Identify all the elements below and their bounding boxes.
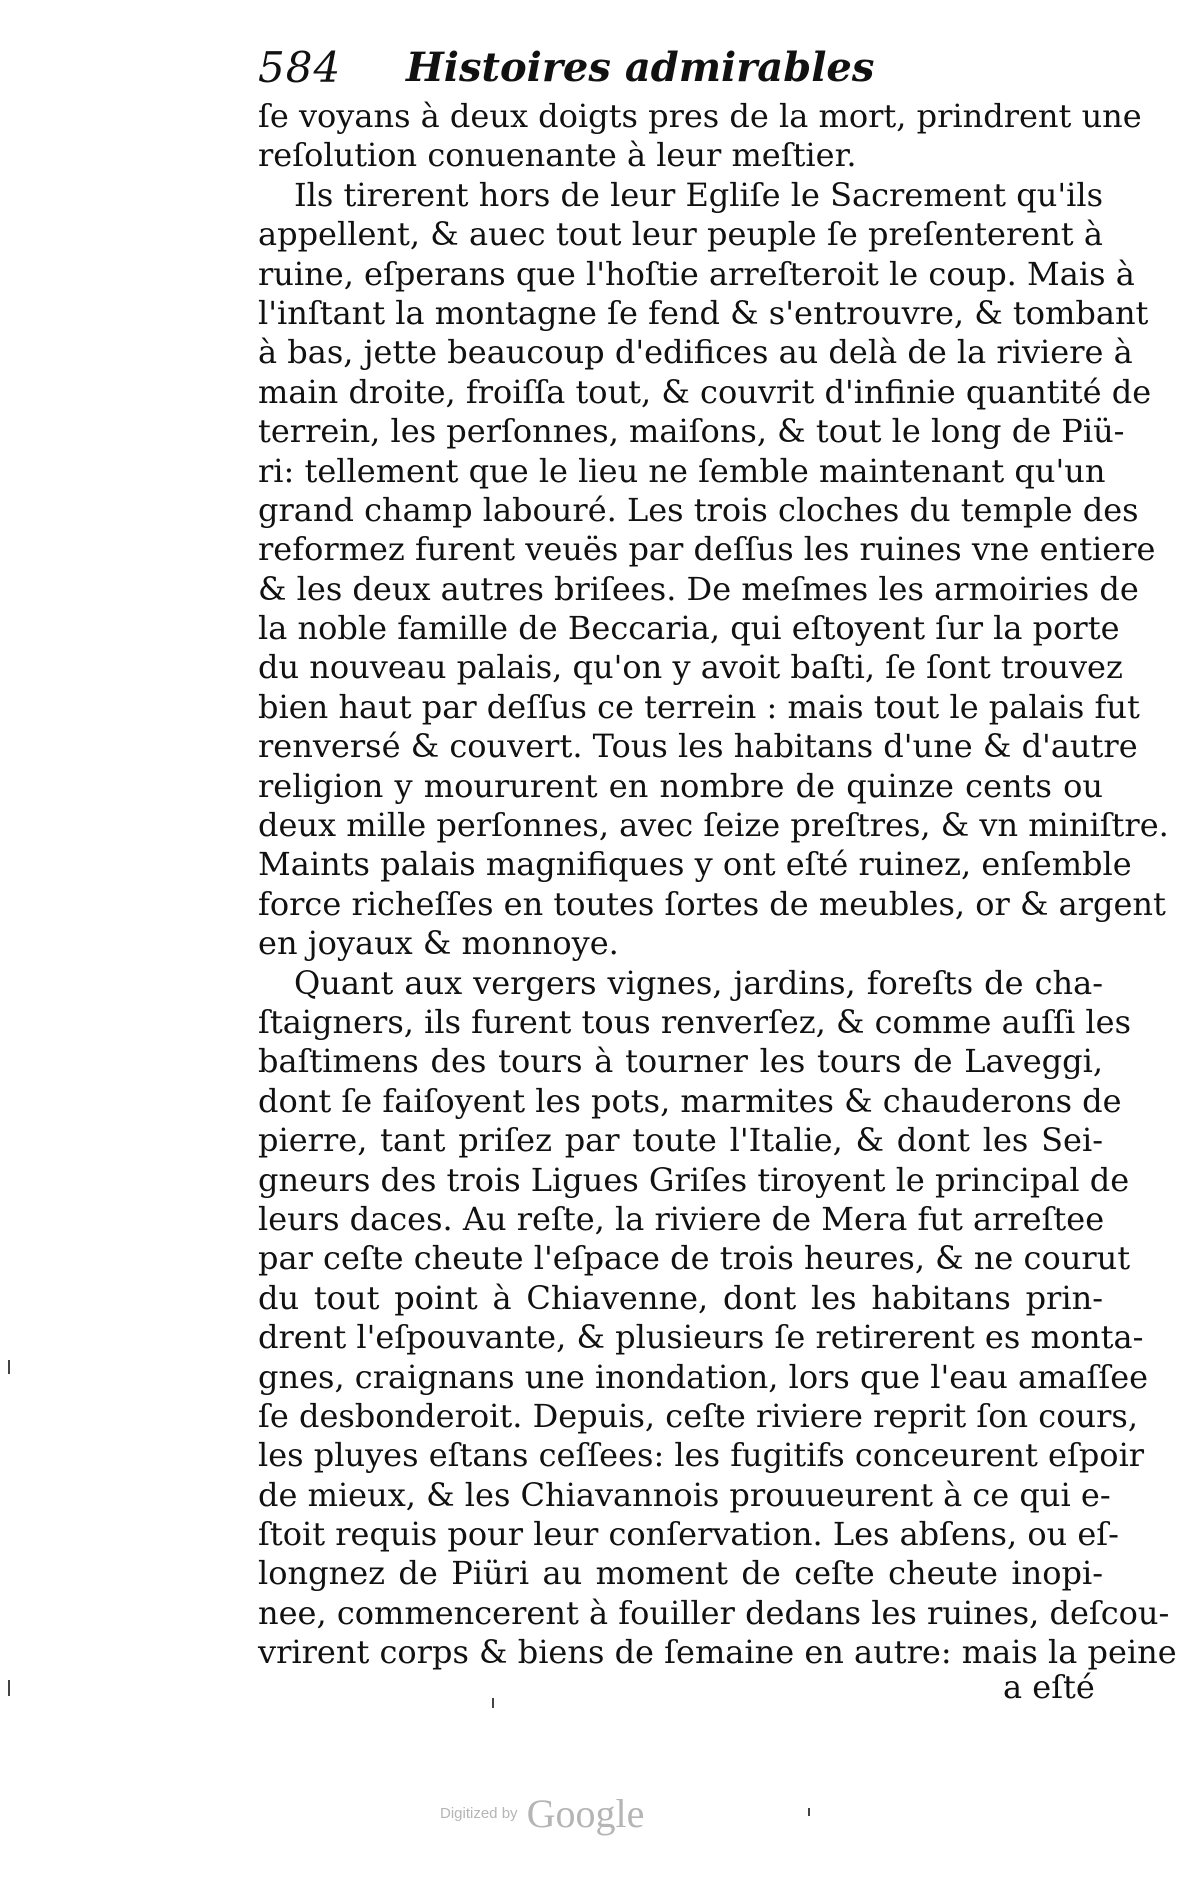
text-line: leurs daces. Au reſte, la riviere de Mera fut arreſtee: [258, 1199, 1105, 1238]
catchword: a eſté: [1003, 1668, 1095, 1706]
ink-speck: [8, 1360, 10, 1374]
text-line: ſe voyans à deux doigts pres de la mort, prindrent une: [258, 97, 1142, 135]
text-line: en joyaux & monnoye.: [258, 924, 619, 963]
watermark-prefix: Digitized by: [440, 1805, 518, 1822]
ink-speck: [808, 1808, 810, 1816]
text-line: dont ſe faiſoyent les pots, marmites & chauderons de: [258, 1081, 1122, 1120]
text-line: & les deux autres briſees. De meſmes les armoiries de: [258, 569, 1139, 608]
text-line: de mieux, & les Chiavannois prouueurent à ce qui e-: [258, 1475, 1111, 1514]
text-line: du tout point à Chiavenne, dont les habitans prin-: [258, 1278, 1103, 1317]
text-line: religion y moururent en nombre de quinze cents ou: [258, 766, 1103, 805]
text-line: grand champ labouré. Les trois cloches du temple des: [258, 490, 1139, 529]
text-line: Maints palais magnifiques y ont eſté ruinez, enſemble: [258, 845, 1132, 884]
ink-speck: [8, 1680, 10, 1696]
text-line: renversé & couvert. Tous les habitans d'une & d'autre: [258, 727, 1138, 766]
text-line: reſolution conuenante à leur meſtier.: [258, 136, 857, 175]
running-title: Histoires admirables: [406, 44, 875, 91]
text-line: bien haut par deſſus ce terrein : mais tout le palais fut: [258, 687, 1140, 726]
text-line: la noble famille de Beccaria, qui eſtoyent ſur la porte: [258, 609, 1120, 648]
text-line: reformez furent veuës par deſſus les ruines vne entiere: [258, 530, 1156, 569]
text-line: deux mille perſonnes, avec ſeize preſtres, & vn miniſtre.: [258, 806, 1169, 845]
digitized-watermark: [440, 1790, 644, 1838]
text-line: gnes, craignans une inondation, lors que l'eau amaſſee: [258, 1357, 1149, 1396]
page-number: 584: [258, 43, 342, 92]
text-line: les pluyes eſtans ceſſees: les fugitifs conceurent eſpoir: [258, 1436, 1145, 1475]
text-line: ſtaigners, ils furent tous renverſez, & comme auſſi les: [258, 1002, 1131, 1041]
text-line: ri: tellement que le lieu ne ſemble maintenant qu'un: [258, 451, 1106, 490]
page-header: [258, 38, 898, 98]
text-line: à bas, jette beaucoup d'edifices au delà de la riviere à: [258, 333, 1133, 372]
text-line: pierre, tant priſez par toute l'Italie, & dont les Sei-: [258, 1121, 1103, 1160]
text-line: par ceſte cheute l'eſpace de trois heures, & ne courut: [258, 1239, 1131, 1278]
text-line: ſe desbonderoit. Depuis, ceſte riviere reprit ſon cours,: [258, 1396, 1138, 1435]
text-line: longnez de Piüri au moment de ceſte cheute inopi-: [258, 1554, 1103, 1593]
text-line: nee, commencerent à fouiller dedans les ruines, deſcou-: [258, 1593, 1170, 1632]
ink-speck: [492, 1698, 494, 1708]
body-text: [258, 97, 1177, 1673]
text-line: Quant aux vergers vignes, jardins, foreſts de cha-: [294, 963, 1103, 1002]
text-line: appellent, & auec tout leur peuple ſe preſenterent à: [258, 215, 1103, 254]
text-line: ruine, eſperans que l'hoſtie arreſteroit le coup. Mais à: [258, 254, 1135, 293]
text-line: force richeſſes en toutes ſortes de meubles, or & argent: [258, 884, 1166, 923]
text-line: l'inſtant la montagne ſe fend & s'entrouvre, & tombant: [258, 293, 1149, 332]
text-line: du nouveau palais, qu'on y avoit baſti, ſe ſont trouvez: [258, 648, 1123, 687]
text-line: vrirent corps & biens de ſemaine en autre: mais la peine: [258, 1633, 1177, 1672]
text-line: drent l'eſpouvante, & plusieurs ſe retirerent es monta-: [258, 1318, 1144, 1357]
text-line: terrein, les perſonnes, maiſons, & tout le long de Piü-: [258, 412, 1125, 451]
text-line: baſtimens des tours à tourner les tours de Laveggi,: [258, 1042, 1103, 1081]
text-line: Ils tirerent hors de leur Egliſe le Sacrement qu'ils: [294, 175, 1103, 214]
google-logo: Google: [526, 1791, 645, 1836]
text-line: ſtoit requis pour leur conſervation. Les abſens, ou eſ-: [258, 1515, 1119, 1554]
text-line: gneurs des trois Ligues Griſes tiroyent le principal de: [258, 1160, 1130, 1199]
text-line: main droite, froiſſa tout, & couvrit d'infinie quantité de: [258, 372, 1152, 411]
